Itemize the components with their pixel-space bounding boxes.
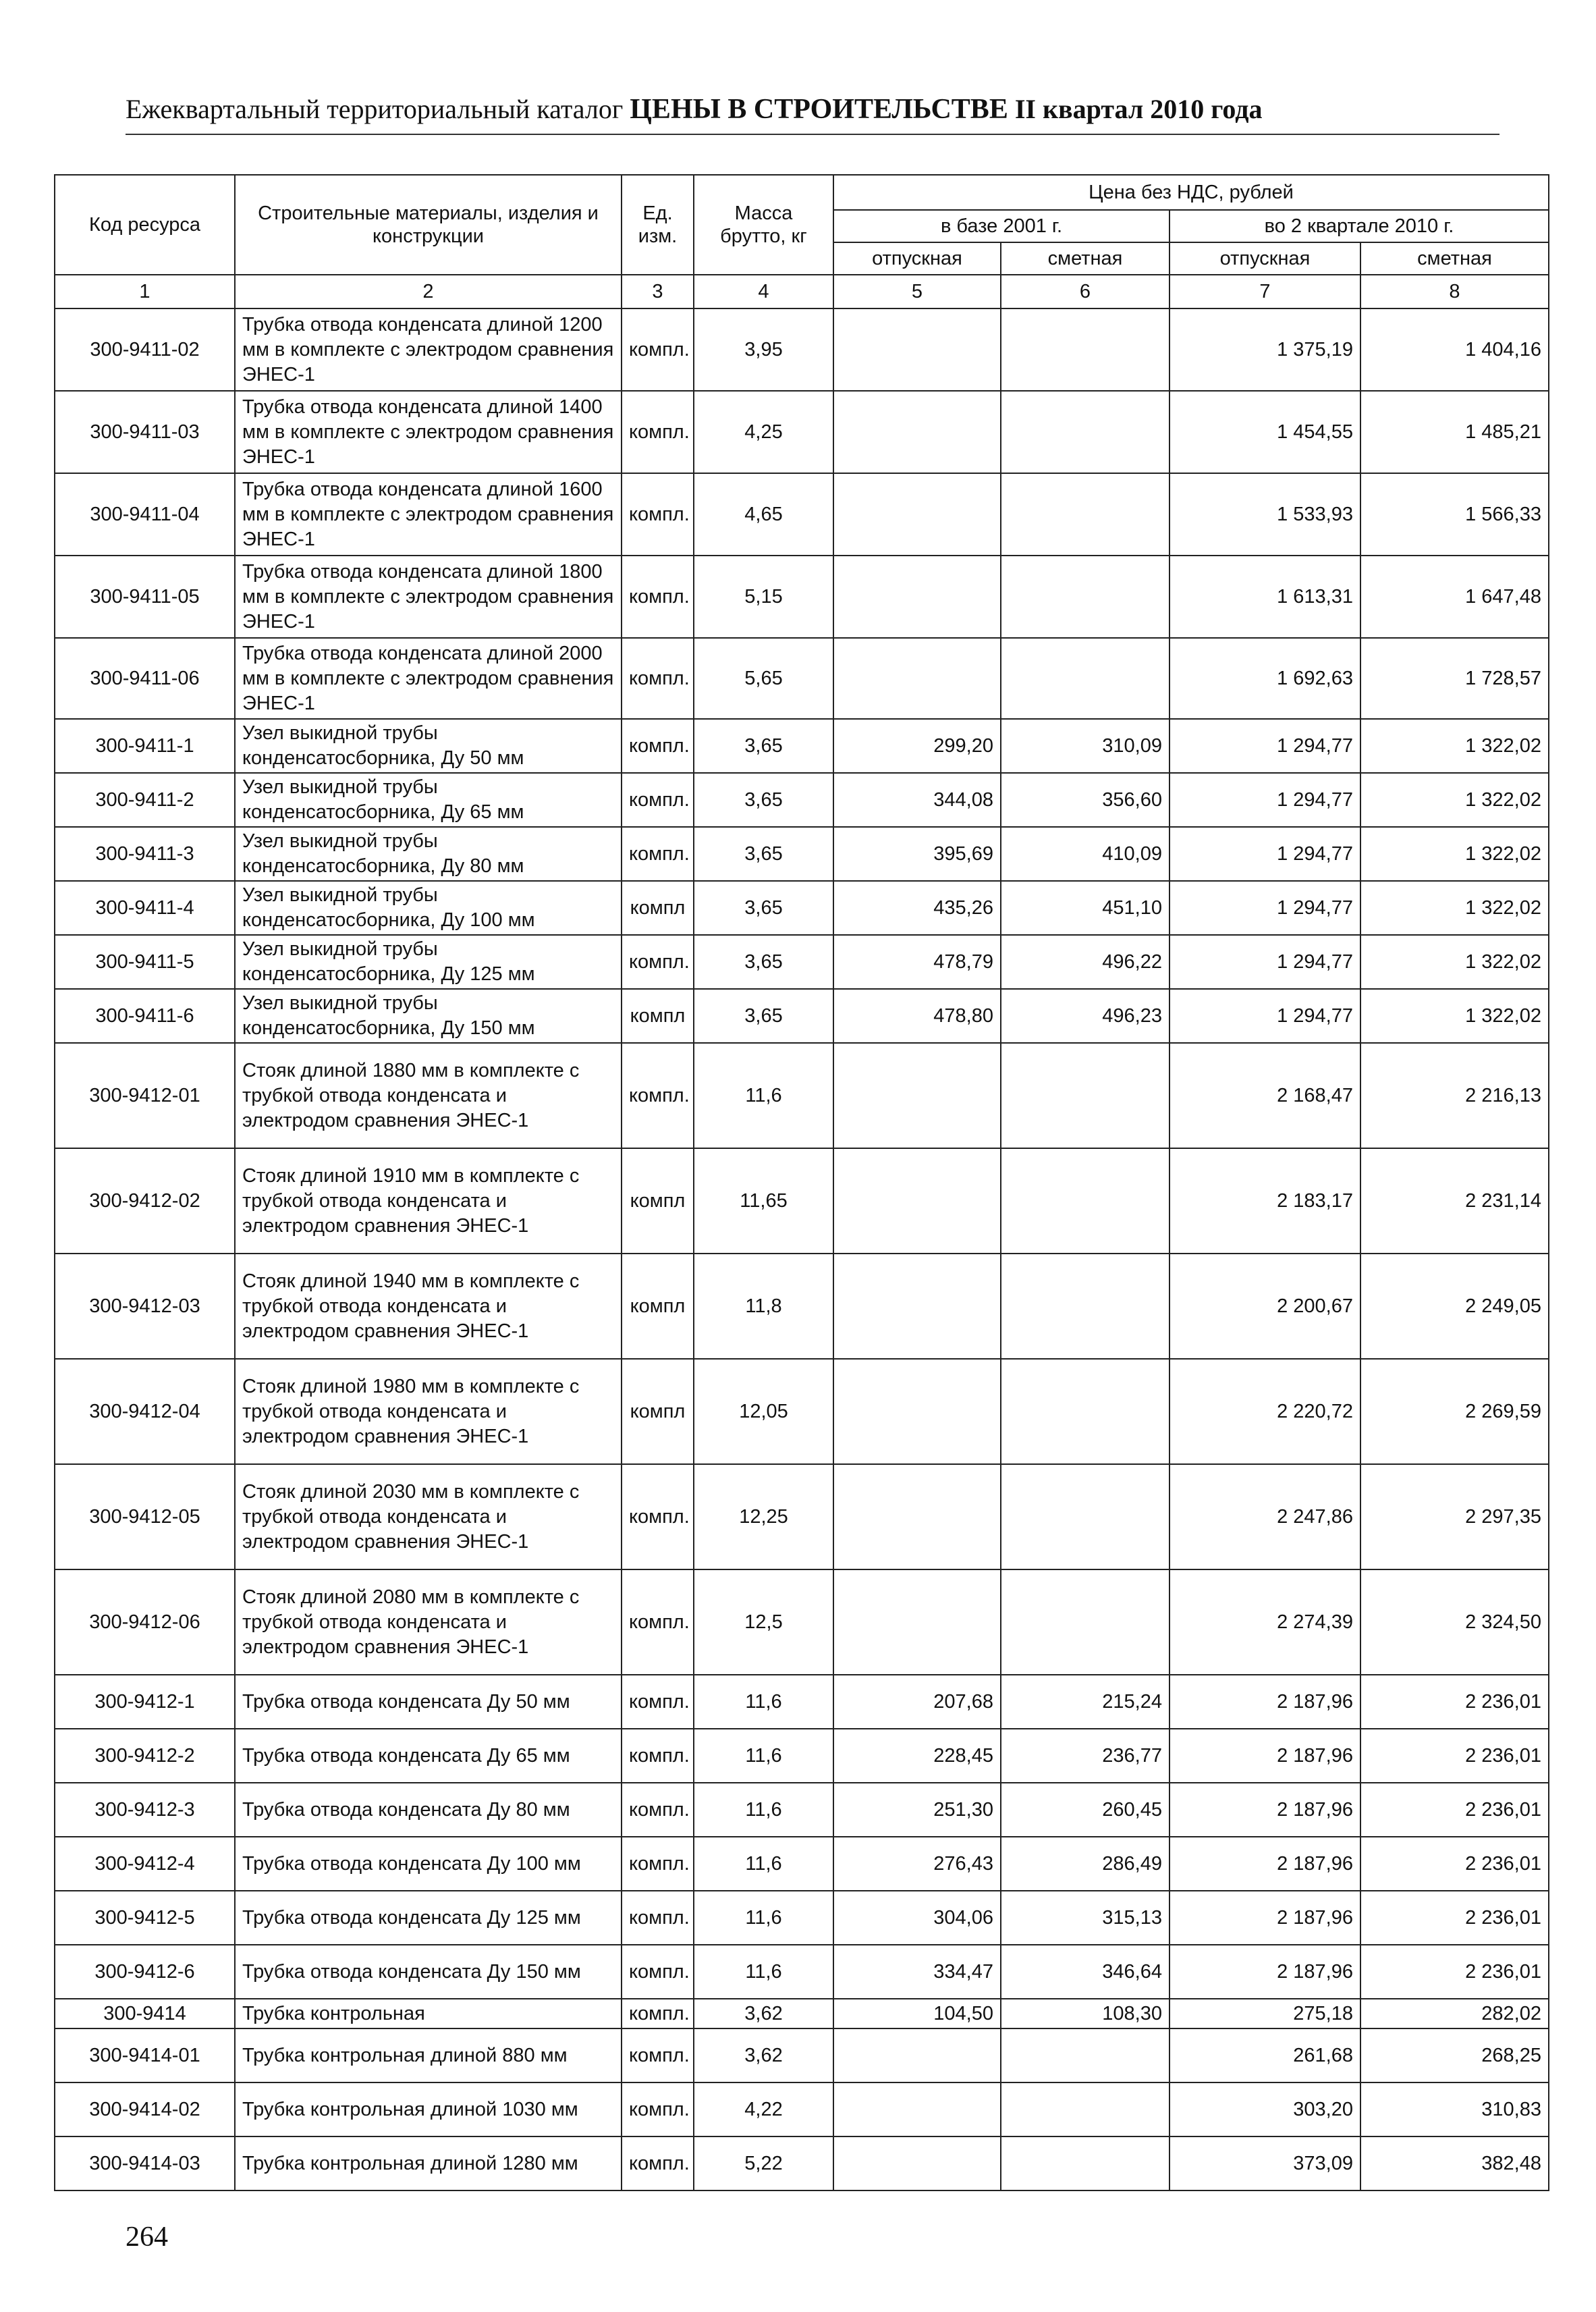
cell-mass: 5,22 (694, 2136, 833, 2190)
cell-unit: компл. (622, 308, 694, 391)
cell-name: Трубка отвода конденсата Ду 50 мм (235, 1675, 622, 1729)
header-prefix: Ежеквартальный территориальный каталог (126, 94, 624, 124)
table-row (55, 2028, 1549, 2082)
cell-base-smet: 451,10 (1001, 881, 1170, 935)
cell-unit: компл. (622, 556, 694, 638)
cell-mass: 11,6 (694, 1675, 833, 1729)
cell-base-smet: 356,60 (1001, 773, 1170, 827)
cell-q2-smet: 2 236,01 (1360, 1891, 1549, 1945)
cell-code: 300-9412-02 (55, 1148, 235, 1254)
cell-name: Трубка отвода конденсата длиной 1400 мм в комплекте с электродом сравнения ЭНЕС-1 (235, 391, 622, 473)
cell-q2-otpusk: 2 187,96 (1170, 1783, 1360, 1837)
cell-base-smet (1001, 1359, 1170, 1464)
cell-base-otpusk (833, 2028, 1001, 2082)
cell-base-otpusk (833, 2082, 1001, 2136)
cell-q2-otpusk: 275,18 (1170, 1999, 1360, 2028)
cell-base-otpusk (833, 308, 1001, 391)
col-header-q2-2010: во 2 квартале 2010 г. (1170, 210, 1549, 242)
col-header-q2-smet: сметная (1360, 242, 1549, 275)
page-number: 264 (126, 2222, 168, 2253)
cell-name: Узел выкидной трубы конденсатосборника, Ду 50 мм (235, 719, 622, 773)
cell-mass: 3,62 (694, 2028, 833, 2082)
cell-q2-smet: 1 322,02 (1360, 881, 1549, 935)
cell-unit: компл. (622, 719, 694, 773)
cell-code: 300-9411-06 (55, 638, 235, 719)
cell-code: 300-9412-01 (55, 1043, 235, 1148)
cell-mass: 11,8 (694, 1254, 833, 1359)
cell-base-otpusk (833, 1148, 1001, 1254)
cell-unit: компл. (622, 638, 694, 719)
cell-q2-smet: 2 236,01 (1360, 1945, 1549, 1999)
table-row (55, 1999, 1549, 2028)
cell-name: Трубка контрольная длиной 880 мм (235, 2028, 622, 2082)
table-row (55, 989, 1549, 1043)
cell-name: Узел выкидной трубы конденсатосборника, Ду 125 мм (235, 935, 622, 989)
cell-base-smet: 410,09 (1001, 827, 1170, 881)
cell-mass: 4,65 (694, 473, 833, 556)
cell-mass: 5,65 (694, 638, 833, 719)
cell-base-smet: 346,64 (1001, 1945, 1170, 1999)
cell-base-smet (1001, 2082, 1170, 2136)
table-row (55, 773, 1549, 827)
cell-mass: 11,6 (694, 1945, 833, 1999)
cell-code: 300-9411-05 (55, 556, 235, 638)
table-row (55, 556, 1549, 638)
cell-code: 300-9412-4 (55, 1837, 235, 1891)
cell-code: 300-9412-05 (55, 1464, 235, 1569)
col-header-name: Строительные материалы, изделия и конструкции (235, 175, 622, 275)
cell-base-otpusk (833, 1254, 1001, 1359)
cell-q2-otpusk: 373,09 (1170, 2136, 1360, 2190)
cell-q2-otpusk: 2 274,39 (1170, 1569, 1360, 1675)
cell-unit: компл. (622, 1999, 694, 2028)
cell-base-otpusk: 299,20 (833, 719, 1001, 773)
cell-q2-smet: 2 297,35 (1360, 1464, 1549, 1569)
cell-base-otpusk: 478,80 (833, 989, 1001, 1043)
cell-q2-smet: 2 324,50 (1360, 1569, 1549, 1675)
cell-base-smet: 260,45 (1001, 1783, 1170, 1837)
cell-mass: 3,65 (694, 719, 833, 773)
cell-q2-otpusk: 1 294,77 (1170, 773, 1360, 827)
cell-mass: 12,5 (694, 1569, 833, 1675)
cell-base-otpusk (833, 638, 1001, 719)
column-number: 7 (1170, 275, 1360, 308)
cell-q2-smet: 1 322,02 (1360, 773, 1549, 827)
cell-base-otpusk: 304,06 (833, 1891, 1001, 1945)
col-header-code: Код ресурса (55, 175, 235, 275)
cell-mass: 11,6 (694, 1043, 833, 1148)
cell-q2-smet: 1 322,02 (1360, 719, 1549, 773)
cell-mass: 3,65 (694, 935, 833, 989)
cell-q2-smet: 2 236,01 (1360, 1675, 1549, 1729)
cell-name: Стояк длиной 1910 мм в комплекте с трубкой отвода конденсата и электродом сравнения ЭНЕС-1 (235, 1148, 622, 1254)
header-period: II квартал 2010 года (1014, 94, 1263, 124)
table-row (55, 2082, 1549, 2136)
cell-unit: компл. (622, 1569, 694, 1675)
cell-q2-otpusk: 1 294,77 (1170, 989, 1360, 1043)
cell-q2-smet: 2 236,01 (1360, 1837, 1549, 1891)
cell-base-otpusk (833, 391, 1001, 473)
cell-q2-smet: 1 728,57 (1360, 638, 1549, 719)
table-row (55, 1464, 1549, 1569)
table-row (55, 638, 1549, 719)
cell-base-smet: 496,23 (1001, 989, 1170, 1043)
cell-name: Узел выкидной трубы конденсатосборника, Ду 150 мм (235, 989, 622, 1043)
cell-q2-otpusk: 1 454,55 (1170, 391, 1360, 473)
cell-unit: компл. (622, 1891, 694, 1945)
table-row (55, 473, 1549, 556)
cell-unit: компл (622, 881, 694, 935)
table-row (55, 1043, 1549, 1148)
cell-q2-smet: 282,02 (1360, 1999, 1549, 2028)
cell-base-smet (1001, 308, 1170, 391)
cell-q2-otpusk: 2 187,96 (1170, 1891, 1360, 1945)
header-title: ЦЕНЫ В СТРОИТЕЛЬСТВЕ (630, 94, 1008, 125)
table-row (55, 1148, 1549, 1254)
column-number: 8 (1360, 275, 1549, 308)
cell-base-smet: 286,49 (1001, 1837, 1170, 1891)
cell-base-otpusk (833, 1569, 1001, 1675)
cell-name: Стояк длиной 1940 мм в комплекте с трубкой отвода конденсата и электродом сравнения ЭНЕС-1 (235, 1254, 622, 1359)
cell-name: Трубка контрольная длиной 1280 мм (235, 2136, 622, 2190)
cell-base-otpusk: 344,08 (833, 773, 1001, 827)
cell-code: 300-9411-6 (55, 989, 235, 1043)
cell-code: 300-9411-1 (55, 719, 235, 773)
cell-q2-smet: 1 566,33 (1360, 473, 1549, 556)
cell-code: 300-9411-4 (55, 881, 235, 935)
table-row (55, 1891, 1549, 1945)
cell-name: Стояк длиной 2030 мм в комплекте с трубкой отвода конденсата и электродом сравнения ЭНЕС-1 (235, 1464, 622, 1569)
page-header (126, 93, 1499, 135)
table-row (55, 1675, 1549, 1729)
cell-base-smet (1001, 1254, 1170, 1359)
cell-q2-otpusk: 2 187,96 (1170, 1729, 1360, 1783)
price-table (54, 174, 1549, 2191)
cell-q2-smet: 1 647,48 (1360, 556, 1549, 638)
table-row (55, 935, 1549, 989)
cell-base-otpusk (833, 1464, 1001, 1569)
cell-mass: 3,62 (694, 1999, 833, 2028)
cell-base-otpusk (833, 1043, 1001, 1148)
column-number: 3 (622, 275, 694, 308)
col-header-base-otpusk: отпускная (833, 242, 1001, 275)
cell-q2-smet: 1 322,02 (1360, 989, 1549, 1043)
cell-unit: компл. (622, 1837, 694, 1891)
cell-q2-otpusk: 303,20 (1170, 2082, 1360, 2136)
table-row (55, 719, 1549, 773)
table-row (55, 1729, 1549, 1783)
table-row (55, 308, 1549, 391)
cell-q2-otpusk: 1 294,77 (1170, 935, 1360, 989)
cell-mass: 11,6 (694, 1729, 833, 1783)
cell-unit: компл. (622, 2136, 694, 2190)
cell-base-otpusk: 276,43 (833, 1837, 1001, 1891)
cell-unit: компл. (622, 773, 694, 827)
cell-q2-otpusk: 2 220,72 (1170, 1359, 1360, 1464)
cell-unit: компл. (622, 1464, 694, 1569)
cell-unit: компл (622, 1359, 694, 1464)
table-row (55, 1254, 1549, 1359)
cell-mass: 12,25 (694, 1464, 833, 1569)
cell-q2-smet: 1 322,02 (1360, 827, 1549, 881)
cell-name: Узел выкидной трубы конденсатосборника, Ду 80 мм (235, 827, 622, 881)
cell-base-smet (1001, 638, 1170, 719)
cell-mass: 5,15 (694, 556, 833, 638)
cell-unit: компл. (622, 935, 694, 989)
table-row (55, 1837, 1549, 1891)
cell-q2-smet: 2 216,13 (1360, 1043, 1549, 1148)
cell-mass: 11,65 (694, 1148, 833, 1254)
column-number: 6 (1001, 275, 1170, 308)
cell-name: Стояк длиной 1980 мм в комплекте с трубкой отвода конденсата и электродом сравнения ЭНЕС-1 (235, 1359, 622, 1464)
cell-name: Трубка отвода конденсата длиной 2000 мм в комплекте с электродом сравнения ЭНЕС-1 (235, 638, 622, 719)
cell-q2-otpusk: 2 183,17 (1170, 1148, 1360, 1254)
cell-mass: 3,65 (694, 881, 833, 935)
cell-name: Трубка отвода конденсата Ду 100 мм (235, 1837, 622, 1891)
cell-code: 300-9411-5 (55, 935, 235, 989)
cell-mass: 11,6 (694, 1837, 833, 1891)
cell-base-otpusk: 104,50 (833, 1999, 1001, 2028)
table-row (55, 2136, 1549, 2190)
cell-code: 300-9414-01 (55, 2028, 235, 2082)
cell-name: Трубка контрольная (235, 1999, 622, 2028)
cell-unit: компл. (622, 1043, 694, 1148)
cell-base-otpusk: 207,68 (833, 1675, 1001, 1729)
cell-code: 300-9412-06 (55, 1569, 235, 1675)
column-number: 5 (833, 275, 1001, 308)
cell-base-otpusk: 228,45 (833, 1729, 1001, 1783)
cell-base-otpusk: 395,69 (833, 827, 1001, 881)
cell-code: 300-9412-04 (55, 1359, 235, 1464)
cell-name: Трубка контрольная длиной 1030 мм (235, 2082, 622, 2136)
cell-base-smet: 236,77 (1001, 1729, 1170, 1783)
cell-name: Узел выкидной трубы конденсатосборника, Ду 100 мм (235, 881, 622, 935)
cell-base-otpusk: 334,47 (833, 1945, 1001, 1999)
cell-base-smet (1001, 473, 1170, 556)
cell-name: Трубка отвода конденсата Ду 80 мм (235, 1783, 622, 1837)
table-row (55, 827, 1549, 881)
cell-q2-smet: 2 269,59 (1360, 1359, 1549, 1464)
cell-q2-otpusk: 261,68 (1170, 2028, 1360, 2082)
cell-unit: компл. (622, 1783, 694, 1837)
cell-name: Трубка отвода конденсата длиной 1800 мм в комплекте с электродом сравнения ЭНЕС-1 (235, 556, 622, 638)
cell-base-smet (1001, 2136, 1170, 2190)
col-header-q2-otpusk: отпускная (1170, 242, 1360, 275)
cell-q2-otpusk: 2 187,96 (1170, 1837, 1360, 1891)
cell-unit: компл. (622, 1945, 694, 1999)
cell-q2-otpusk: 2 187,96 (1170, 1945, 1360, 1999)
column-number-row (55, 275, 1549, 308)
cell-q2-otpusk: 1 375,19 (1170, 308, 1360, 391)
col-header-mass: Масса брутто, кг (694, 175, 833, 275)
cell-q2-otpusk: 2 247,86 (1170, 1464, 1360, 1569)
cell-base-otpusk (833, 2136, 1001, 2190)
cell-code: 300-9412-1 (55, 1675, 235, 1729)
column-number: 4 (694, 275, 833, 308)
column-number: 2 (235, 275, 622, 308)
cell-q2-smet: 268,25 (1360, 2028, 1549, 2082)
cell-unit: компл. (622, 1729, 694, 1783)
cell-name: Трубка отвода конденсата длиной 1200 мм в комплекте с электродом сравнения ЭНЕС-1 (235, 308, 622, 391)
cell-q2-otpusk: 1 613,31 (1170, 556, 1360, 638)
cell-code: 300-9414 (55, 1999, 235, 2028)
cell-unit: компл. (622, 2028, 694, 2082)
cell-q2-otpusk: 2 168,47 (1170, 1043, 1360, 1148)
cell-code: 300-9411-02 (55, 308, 235, 391)
cell-unit: компл (622, 989, 694, 1043)
cell-base-smet: 108,30 (1001, 1999, 1170, 2028)
table-row (55, 1569, 1549, 1675)
cell-mass: 3,65 (694, 989, 833, 1043)
cell-base-otpusk: 251,30 (833, 1783, 1001, 1837)
cell-name: Трубка отвода конденсата Ду 65 мм (235, 1729, 622, 1783)
cell-base-smet (1001, 1043, 1170, 1148)
cell-q2-smet: 2 236,01 (1360, 1783, 1549, 1837)
col-header-unit: Ед. изм. (622, 175, 694, 275)
cell-q2-otpusk: 1 294,77 (1170, 881, 1360, 935)
cell-mass: 3,65 (694, 773, 833, 827)
cell-base-smet: 215,24 (1001, 1675, 1170, 1729)
cell-base-smet: 310,09 (1001, 719, 1170, 773)
cell-base-otpusk (833, 473, 1001, 556)
cell-base-otpusk (833, 1359, 1001, 1464)
cell-mass: 4,22 (694, 2082, 833, 2136)
table-row (55, 1945, 1549, 1999)
cell-unit: компл (622, 1254, 694, 1359)
cell-q2-smet: 2 249,05 (1360, 1254, 1549, 1359)
cell-name: Стояк длиной 2080 мм в комплекте с трубкой отвода конденсата и электродом сравнения ЭНЕС-1 (235, 1569, 622, 1675)
cell-code: 300-9412-6 (55, 1945, 235, 1999)
cell-q2-smet: 2 236,01 (1360, 1729, 1549, 1783)
cell-code: 300-9411-03 (55, 391, 235, 473)
cell-mass: 11,6 (694, 1783, 833, 1837)
cell-mass: 11,6 (694, 1891, 833, 1945)
cell-q2-otpusk: 1 294,77 (1170, 827, 1360, 881)
col-header-base-2001: в базе 2001 г. (833, 210, 1170, 242)
cell-base-smet (1001, 1464, 1170, 1569)
cell-mass: 4,25 (694, 391, 833, 473)
table-row (55, 881, 1549, 935)
cell-q2-smet: 382,48 (1360, 2136, 1549, 2190)
cell-base-smet (1001, 1569, 1170, 1675)
cell-code: 300-9411-2 (55, 773, 235, 827)
cell-base-smet (1001, 556, 1170, 638)
cell-unit: компл. (622, 2082, 694, 2136)
cell-q2-otpusk: 1 692,63 (1170, 638, 1360, 719)
cell-q2-smet: 1 322,02 (1360, 935, 1549, 989)
cell-code: 300-9412-3 (55, 1783, 235, 1837)
col-header-price-group: Цена без НДС, рублей (833, 175, 1549, 210)
cell-code: 300-9412-2 (55, 1729, 235, 1783)
cell-name: Узел выкидной трубы конденсатосборника, Ду 65 мм (235, 773, 622, 827)
cell-q2-otpusk: 1 294,77 (1170, 719, 1360, 773)
cell-mass: 3,65 (694, 827, 833, 881)
cell-q2-smet: 1 404,16 (1360, 308, 1549, 391)
col-header-base-smet: сметная (1001, 242, 1170, 275)
cell-q2-smet: 310,83 (1360, 2082, 1549, 2136)
cell-name: Стояк длиной 1880 мм в комплекте с трубкой отвода конденсата и электродом сравнения ЭНЕС-1 (235, 1043, 622, 1148)
cell-unit: компл. (622, 1675, 694, 1729)
cell-unit: компл. (622, 827, 694, 881)
table-header (55, 175, 1549, 308)
cell-name: Трубка отвода конденсата Ду 150 мм (235, 1945, 622, 1999)
cell-code: 300-9411-3 (55, 827, 235, 881)
cell-unit: компл (622, 1148, 694, 1254)
cell-unit: компл. (622, 473, 694, 556)
cell-code: 300-9411-04 (55, 473, 235, 556)
cell-base-otpusk: 478,79 (833, 935, 1001, 989)
cell-q2-smet: 2 231,14 (1360, 1148, 1549, 1254)
cell-base-smet (1001, 2028, 1170, 2082)
cell-base-smet: 496,22 (1001, 935, 1170, 989)
column-number: 1 (55, 275, 235, 308)
table-row (55, 1359, 1549, 1464)
cell-name: Трубка отвода конденсата длиной 1600 мм в комплекте с электродом сравнения ЭНЕС-1 (235, 473, 622, 556)
cell-q2-smet: 1 485,21 (1360, 391, 1549, 473)
cell-base-smet (1001, 1148, 1170, 1254)
cell-code: 300-9412-5 (55, 1891, 235, 1945)
cell-base-smet (1001, 391, 1170, 473)
table-body (55, 308, 1549, 2190)
cell-base-otpusk: 435,26 (833, 881, 1001, 935)
table-row (55, 1783, 1549, 1837)
cell-base-smet: 315,13 (1001, 1891, 1170, 1945)
cell-q2-otpusk: 2 200,67 (1170, 1254, 1360, 1359)
cell-q2-otpusk: 2 187,96 (1170, 1675, 1360, 1729)
cell-base-otpusk (833, 556, 1001, 638)
cell-name: Трубка отвода конденсата Ду 125 мм (235, 1891, 622, 1945)
table-row (55, 391, 1549, 473)
cell-code: 300-9414-03 (55, 2136, 235, 2190)
cell-code: 300-9412-03 (55, 1254, 235, 1359)
cell-code: 300-9414-02 (55, 2082, 235, 2136)
cell-mass: 3,95 (694, 308, 833, 391)
cell-mass: 12,05 (694, 1359, 833, 1464)
cell-unit: компл. (622, 391, 694, 473)
cell-q2-otpusk: 1 533,93 (1170, 473, 1360, 556)
